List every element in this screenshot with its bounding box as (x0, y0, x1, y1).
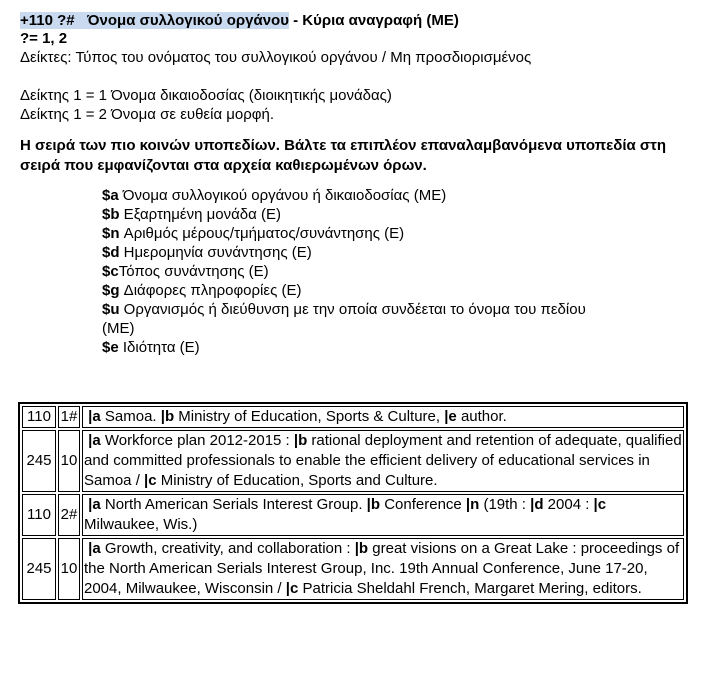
table-row (22, 430, 684, 492)
subfield-item: $g Διάφορες πληροφορίες (Ε) (102, 282, 302, 299)
field-heading-rest: - Κύρια αναγραφή (ΜΕ) (288, 12, 459, 29)
field-title (20, 12, 693, 30)
indicators-description: Δείκτες: Τύπος του ονόματος του συλλογικού οργάνου / Μη προσδιορισμένος (20, 49, 532, 66)
field-tag: +110 ?# (20, 12, 75, 29)
field-highlight (20, 12, 289, 29)
marc-records-table (18, 402, 688, 604)
subfield-item: $n Αριθμός μέρους/τμήματος/συνάντησης (Ε) (102, 225, 405, 242)
table-row (22, 538, 684, 600)
subfield-list (102, 186, 693, 357)
record-indicators: 2# (58, 494, 80, 536)
field-name: Όνομα συλλογικού οργάνου (87, 12, 289, 29)
document (20, 12, 693, 357)
record-value: |a Workforce plan 2012-2015 : |b rational deployment and retention of adequate, qualified and committed professionals to enable the efficient delivery of educational services in Samoa / |c Ministry of Education, Sports and Culture. (82, 430, 684, 492)
record-indicators: 10 (58, 538, 80, 600)
record-indicators: 10 (58, 430, 80, 492)
indicator-value: Δείκτης 1 = 2 Όνομα σε ευθεία μορφή. (20, 106, 275, 123)
subfield-item: $d Ημερομηνία συνάντησης (Ε) (102, 244, 312, 261)
record-value: |a Samoa. |b Ministry of Education, Sports & Culture, |e author. (82, 406, 684, 428)
subfield-order-instruction: Η σειρά των πιο κοινών υποπεδίων. Βάλτε τα επιπλέον επαναλαμβανόμενα υποπεδία στη σειρά που εμφανίζονται στα αρχεία καθιερωμένων όρων. (20, 137, 667, 174)
table-row (22, 406, 684, 428)
subfield-item: $a Όνομα συλλογικού οργάνου ή δικαιοδοσίας (ΜΕ) (102, 187, 447, 204)
indicators-line: ?= 1, 2 (20, 30, 68, 47)
record-tag: 110 (22, 406, 56, 428)
table-row (22, 494, 684, 536)
record-indicators: 1# (58, 406, 80, 428)
record-value: |a Growth, creativity, and collaboration : |b great visions on a Great Lake : proceedings of the North American Serials Interest Group, Inc. 19th Annual Conference, June 17-20, 2004, Milwaukee, Wisconsin / |c Patricia Sheldahl French, Margaret Mering, editors. (82, 538, 684, 600)
record-tag: 245 (22, 430, 56, 492)
subfield-item: $u Οργανισμός ή διεύθυνση με την οποία συνδέεται το όνομα του πεδίου (ΜΕ) (102, 301, 586, 337)
subfield-item: $cΤόπος συνάντησης (Ε) (102, 263, 269, 280)
record-tag: 110 (22, 494, 56, 536)
record-value: |a North American Serials Interest Group. |b Conference |n (19th : |d 2004 : |c Milwaukee, Wis.) (82, 494, 684, 536)
indicator-value: Δείκτης 1 = 1 Όνομα δικαιοδοσίας (διοικητικής μονάδας) (20, 87, 392, 104)
subfield-item: $b Εξαρτημένη μονάδα (Ε) (102, 206, 281, 223)
record-tag: 245 (22, 538, 56, 600)
subfield-item: $e Ιδιότητα (Ε) (102, 339, 200, 356)
